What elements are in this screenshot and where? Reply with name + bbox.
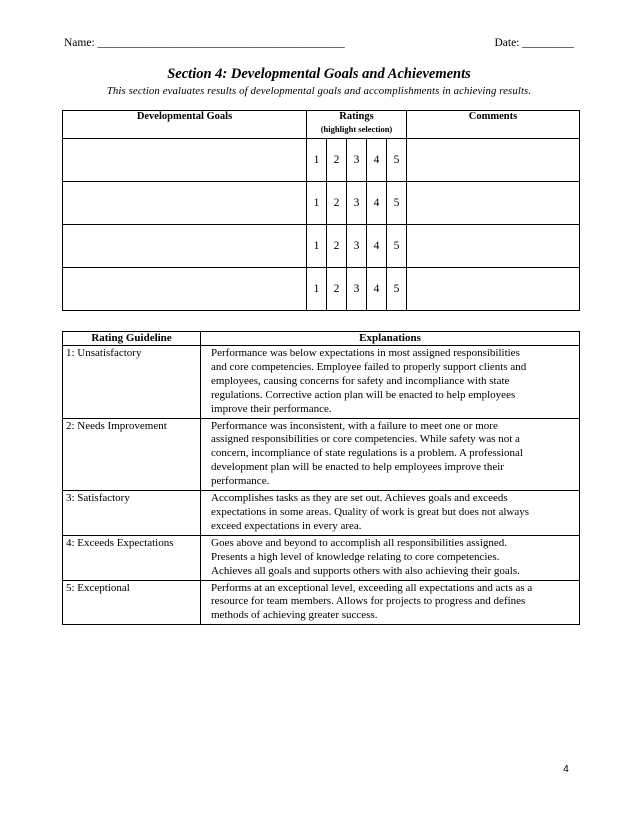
explanation-line: employees, causing concerns for safety and incompliance with state [211, 374, 510, 387]
rating-option-5[interactable]: 5 [387, 139, 407, 182]
rating-explanation [201, 580, 580, 625]
explanation-line: development plan will be enacted to help employees improve their [211, 461, 504, 474]
rating-option-4[interactable]: 4 [367, 268, 387, 311]
comment-cell[interactable] [407, 182, 580, 225]
rating-guideline-header: Rating Guideline [63, 332, 201, 346]
section-title: Section 4: Developmental Goals and Achievements [167, 66, 471, 82]
explanation-line: methods of achieving greater success. [211, 609, 378, 622]
rating-option-3[interactable]: 3 [347, 268, 367, 311]
rating-option-4[interactable]: 4 [367, 182, 387, 225]
explanation-line: Performance was below expectations in most assigned responsibilities [211, 347, 520, 359]
goal-row [63, 268, 580, 311]
rating-option-5[interactable]: 5 [387, 182, 407, 225]
explanation-line: assigned responsibilities or core competencies. While safety was not a [211, 433, 520, 446]
explanation-line: expectations in some areas. Quality of work is great but does not always [211, 505, 530, 518]
comment-cell[interactable] [407, 268, 580, 311]
goal-cell[interactable] [63, 139, 307, 182]
rating-option-2[interactable]: 2 [327, 182, 347, 225]
date-field-label[interactable]: Date: _________ [494, 37, 574, 49]
rating-option-3[interactable]: 3 [347, 225, 367, 268]
explanation-line: Goes above and beyond to accomplish all responsibilities assigned. [211, 536, 508, 549]
comments-header: Comments [407, 111, 580, 139]
explanation-line: Achieves all goals and supports others with also achieving their goals. [211, 564, 520, 577]
guide-row [63, 580, 580, 625]
goal-cell[interactable] [63, 182, 307, 225]
rating-explanation [201, 491, 580, 536]
explanation-line: regulations. Corrective action plan will be enacted to help employees [211, 388, 516, 401]
rating-option-1[interactable]: 1 [307, 182, 327, 225]
developmental-goals-table [62, 110, 580, 311]
goal-row [63, 182, 580, 225]
rating-guideline-table [62, 331, 580, 625]
section-subtitle: This section evaluates results of developmental goals and accomplishments in achieving results. [106, 85, 532, 97]
page-number: 4 [563, 763, 569, 775]
rating-explanation [201, 418, 580, 491]
rating-label: 2: Needs Improvement [63, 418, 201, 491]
explanation-line: and core competencies. Employee failed to properly support clients and [211, 360, 527, 373]
explanation-line: Accomplishes tasks as they are set out. Achieves goals and exceeds [211, 492, 508, 505]
explanation-line: exceed expectations in every area. [211, 519, 362, 532]
explanation-line: Performance was inconsistent, with a failure to meet one or more [211, 419, 498, 432]
explanations-header: Explanations [201, 332, 580, 346]
goal-cell[interactable] [63, 225, 307, 268]
rating-label: 1: Unsatisfactory [63, 346, 201, 419]
rating-option-1[interactable]: 1 [307, 225, 327, 268]
guide-row [63, 418, 580, 491]
goals-header-row [63, 111, 580, 139]
explanation-line: concern, incompliance of state regulations is a problem. A professional [211, 447, 523, 460]
guide-row [63, 346, 580, 419]
guide-row [63, 535, 580, 580]
developmental-goals-header: Developmental Goals [63, 111, 307, 139]
ratings-subheader: (highlight selection) [320, 124, 393, 134]
rating-label: 5: Exceptional [63, 580, 201, 625]
goal-row [63, 225, 580, 268]
rating-option-4[interactable]: 4 [367, 225, 387, 268]
rating-option-2[interactable]: 2 [327, 139, 347, 182]
explanation-line: Performs at an exceptional level, exceeding all expectations and acts as a [211, 581, 533, 594]
explanation-line: resource for team members. Allows for projects to progress and defines [211, 595, 526, 608]
rating-option-5[interactable]: 5 [387, 268, 407, 311]
explanation-line: performance. [211, 475, 270, 488]
guide-row [63, 491, 580, 536]
rating-option-4[interactable]: 4 [367, 139, 387, 182]
name-field-label[interactable]: Name: ___________________________________________ [64, 37, 345, 49]
rating-option-2[interactable]: 2 [327, 268, 347, 311]
explanation-line: Presents a high level of knowledge relating to core competencies. [211, 550, 500, 563]
rating-option-1[interactable]: 1 [307, 268, 327, 311]
header-line [64, 37, 574, 49]
goal-cell[interactable] [63, 268, 307, 311]
explanation-line: improve their performance. [211, 402, 332, 415]
rating-explanation [201, 346, 580, 419]
comment-cell[interactable] [407, 225, 580, 268]
goal-row [63, 139, 580, 182]
rating-explanation [201, 535, 580, 580]
guide-header-row [63, 332, 580, 346]
ratings-header: Ratings (highlight selection) [307, 111, 407, 139]
rating-option-3[interactable]: 3 [347, 139, 367, 182]
comment-cell[interactable] [407, 139, 580, 182]
rating-option-3[interactable]: 3 [347, 182, 367, 225]
rating-option-2[interactable]: 2 [327, 225, 347, 268]
rating-label: 4: Exceeds Expectations [63, 535, 201, 580]
rating-option-5[interactable]: 5 [387, 225, 407, 268]
rating-option-1[interactable]: 1 [307, 139, 327, 182]
rating-label: 3: Satisfactory [63, 491, 201, 536]
